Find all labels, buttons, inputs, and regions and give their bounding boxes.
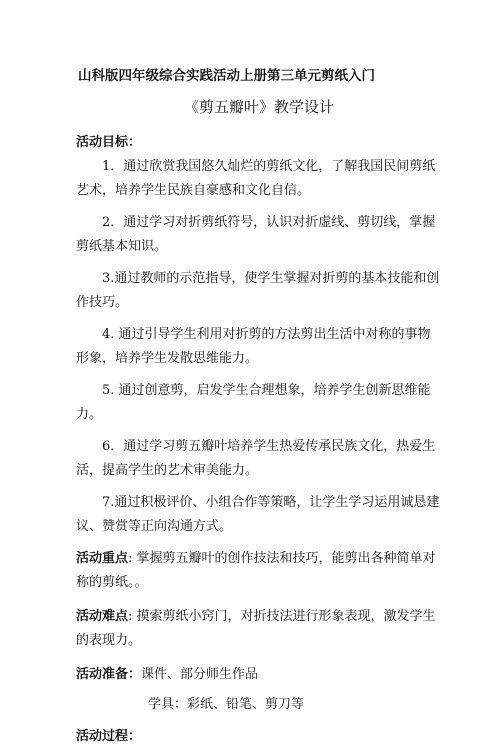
difficulties-text: : 摸索剪纸小窍门，对折技法进行形象表现，激发学生的表现力。 — [76, 609, 436, 648]
objective-item: 5. 通过创意剪，启发学生合理想象，培养学生创新思维能力。 — [76, 383, 431, 422]
objective-item: 1．通过欣赏我国悠久灿烂的剪纸文化，了解我国民间剪纸艺术，培养学生民族自豪感和文化自信。 — [76, 159, 436, 198]
key-points-label: 活动重点 — [76, 551, 129, 566]
key-points — [76, 547, 442, 595]
document-header: 山科版四年级综合实践活动上册第三单元剪纸入门 — [78, 68, 375, 84]
student-tools: 学具：彩纸、铅笔、剪刀等 — [148, 697, 305, 712]
objective-item: 6．通过学习剪五瓣叶培养学生热爱传承民族文化，热爱生活，提高学生的艺术审美能力。 — [76, 439, 436, 478]
objective-item: 2．通过学习对折剪纸符号，认识对折虚线、剪切线，掌握剪纸基本知识。 — [76, 215, 436, 254]
objective-item: 7.通过积极评价、小组合作等策略，让学生学习运用诚恳建议、赞赏等正向沟通方式。 — [76, 495, 440, 534]
preparation-text: 课件、部分师生作品 — [141, 667, 259, 682]
preparation-label: 活动准备： — [76, 667, 142, 682]
objectives-heading: 活动目标： — [76, 135, 142, 150]
difficulties-label: 活动难点 — [76, 609, 129, 624]
document-title: 《剪五瓣叶》教学设计 — [183, 98, 334, 116]
process-heading: 活动过程： — [76, 729, 142, 744]
preparation — [76, 663, 442, 687]
objective-item: 3.通过教师的示范指导，使学生掌握对折剪的基本技能和创作技巧。 — [76, 271, 440, 310]
difficulties — [76, 605, 442, 653]
objectives-list — [76, 155, 442, 539]
objective-item: 4. 通过引导学生利用对折剪的方法剪出生活中对称的事物形象，培养学生发散思维能力。 — [76, 327, 431, 366]
key-points-text: : 掌握剪五瓣叶的创作技法和技巧，能剪出各种简单对称的剪纸。。 — [76, 551, 436, 590]
